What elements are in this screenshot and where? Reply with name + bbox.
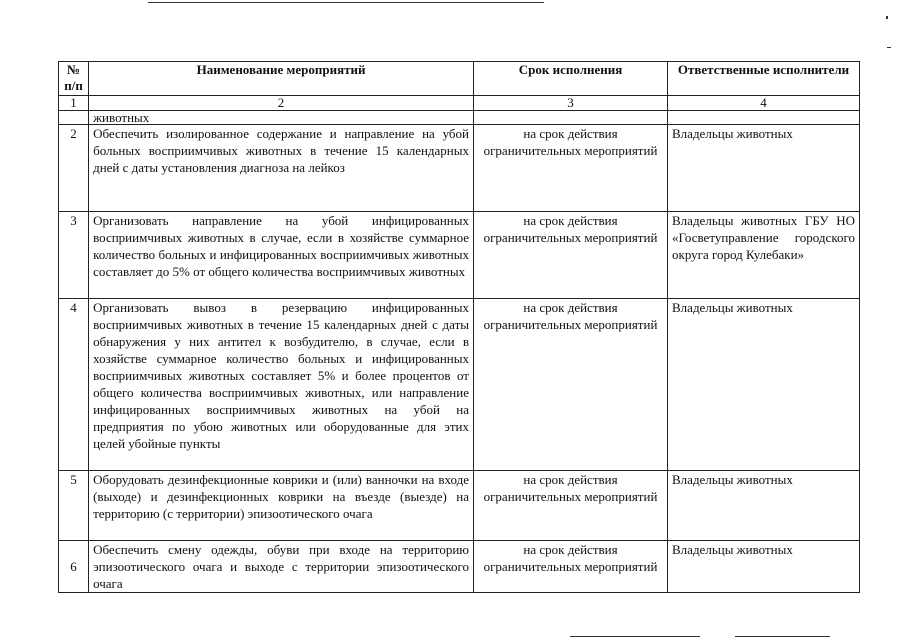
row-measure: Организовать вывоз в резервацию инфицированных восприимчивых животных в течение 15 календарных дней с даты обнаружения у них антител к возбудителю, в случае, если в хозяйстве суммарное количество больных и инфицированных восприимчивых животных составляет 5% и более процентов от общего количества восприимчивых животных, или направление инфицированных восприимчивых животных на убой на предприятия по убою животных или оборудованные для этих целей убойные пункты [89,299,474,471]
header-row [59,62,860,96]
index-cell: 4 [668,96,860,111]
header-num: № п/п [59,62,89,96]
table-row [59,212,860,299]
table-row [59,471,860,541]
table-cell [474,111,668,125]
measures-table [58,61,860,593]
row-responsible: Владельцы животных ГБУ НО «Госветуправление городского округа город Кулебаки» [668,212,860,299]
row-number: 3 [59,212,89,299]
column-index-row [59,96,860,111]
continuation-text: животных [89,111,474,125]
row-term: на срок действия ограничительных мероприятий [474,471,668,541]
index-cell: 1 [59,96,89,111]
table-row [59,299,860,471]
scan-artifact-bottom-line [570,636,700,637]
scan-artifact-top-line [148,2,544,3]
table-row [59,125,860,212]
table-cell [59,111,89,125]
row-number: 6 [59,541,89,593]
header-term: Срок исполнения [474,62,668,96]
row-measure: Организовать направление на убой инфицированных восприимчивых животных в случае, если в хозяйстве суммарное количество больных и инфицированных восприимчивых животных составляет до 5% от общего количества восприимчивых животных [89,212,474,299]
row-measure: Оборудовать дезинфекционные коврики и (или) ванночки на входе (выходе) и дезинфекционных коврики на въезде (выезде) на территорию (с территории) эпизоотического очага [89,471,474,541]
row-responsible: Владельцы животных [668,125,860,212]
header-responsible: Ответственные исполнители [668,62,860,96]
row-responsible: Владельцы животных [668,299,860,471]
row-measure: Обеспечить смену одежды, обуви при входе на территорию эпизоотического очага и выходе с территории эпизоотического очага [89,541,474,593]
row-term: на срок действия ограничительных мероприятий [474,299,668,471]
row-number: 5 [59,471,89,541]
scan-artifact-bottom-line [735,636,830,637]
header-name: Наименование мероприятий [89,62,474,96]
table-cell [668,111,860,125]
row-measure: Обеспечить изолированное содержание и направление на убой больных восприимчивых животных в течение 15 календарных дней с даты установления диагноза на лейкоз [89,125,474,212]
table-row [59,541,860,593]
row-term: на срок действия ограничительных мероприятий [474,212,668,299]
scan-artifact-mark [886,16,888,19]
row-term: на срок действия ограничительных мероприятий [474,541,668,593]
row-responsible: Владельцы животных [668,541,860,593]
row-responsible: Владельцы животных [668,471,860,541]
index-cell: 3 [474,96,668,111]
index-cell: 2 [89,96,474,111]
row-term: на срок действия ограничительных мероприятий [474,125,668,212]
continuation-row [59,111,860,125]
row-number: 2 [59,125,89,212]
scan-artifact-mark [887,47,891,48]
row-number: 4 [59,299,89,471]
